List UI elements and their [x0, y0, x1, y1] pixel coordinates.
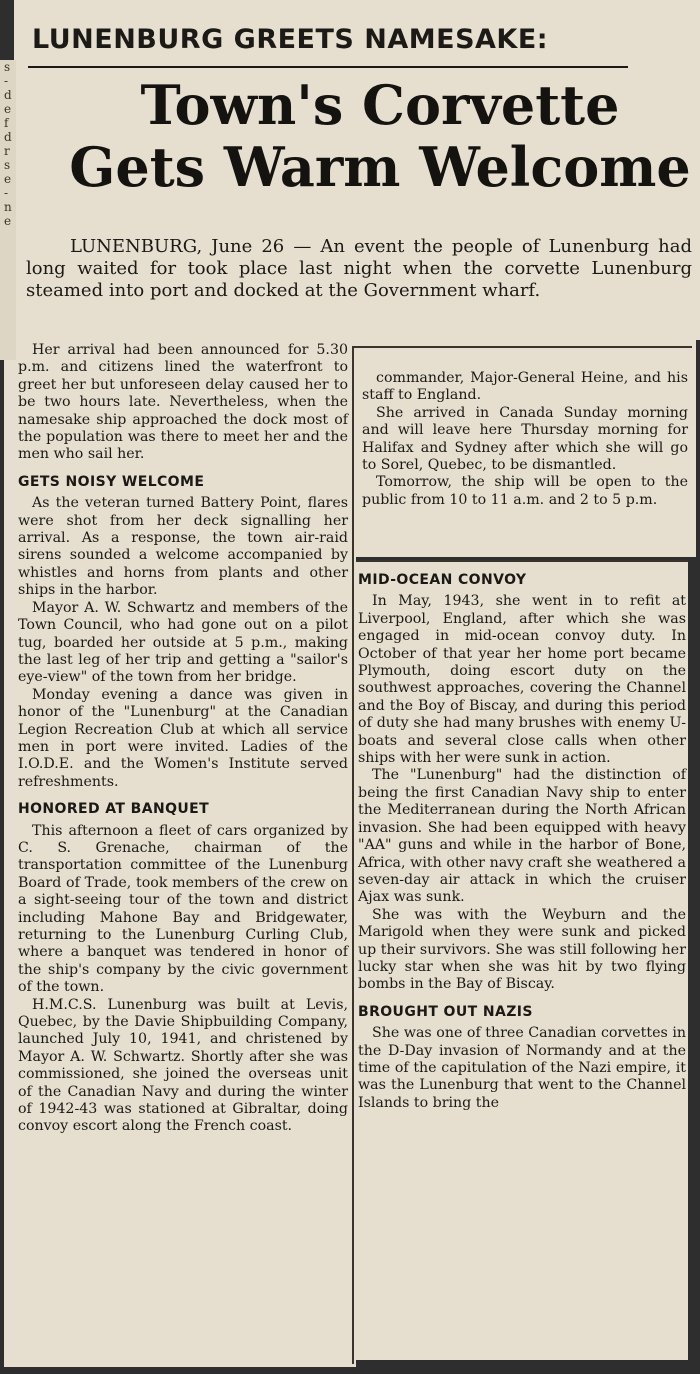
right-column-top [362, 370, 688, 509]
paragraph: Mayor A. W. Schwartz and members of the Town Council, who had gone out on a pilot tug, boarded her outside at 5 p.m., making the last leg of her trip and getting a "sailor's eye-view" of the town from her bridge. [18, 599, 348, 686]
headline-line-1: Town's Corvette [140, 73, 620, 137]
margin-letter: f [4, 116, 9, 130]
margin-letter: s [4, 60, 11, 74]
kicker-heading: LUNENBURG GREETS NAMESAKE: [32, 24, 549, 55]
paragraph: Her arrival had been announced for 5.30 p.m. and citizens lined the waterfront to greet her but unforeseen delay caused her to be two hours late. Nevertheless, when the namesake ship approached the dock most of the population was there to meet her and the men who sail her. [18, 342, 348, 463]
paragraph: She arrived in Canada Sunday morning and will leave here Thursday morning for Halifax and Sydney after which she will go to Sorel, Quebec, to be dismantled. [362, 404, 688, 474]
headline [60, 74, 700, 198]
paragraph: The "Lunenburg" had the distinction of being the first Canadian Navy ship to enter the Mediterranean during the North African invasion. She had been equipped with heavy "AA" guns and while in the harbor of Bone, Africa, with other navy craft she weathered a seven-day air attack in which the cruiser Ajax was sunk. [358, 767, 686, 906]
paragraph: As the veteran turned Battery Point, flares were shot from her deck signalling her arrival. As a response, the town air-raid sirens sounded a welcome accompanied by whistles and horns from plants and other ships in the harbor. [18, 495, 348, 599]
subheading: HONORED AT BANQUET [18, 801, 210, 818]
margin-letter: s [4, 158, 11, 172]
paragraph: She was one of three Canadian corvettes in the D-Day invasion of Normandy and at the time of the capitulation of the Nazi empire, it was the Lunenburg that went to the Channel Islands to bring the [358, 1025, 686, 1111]
margin-letter: n [4, 200, 12, 214]
column-divider [352, 346, 354, 1364]
headline-line-2: Gets Warm Welcome [69, 135, 691, 199]
paragraph: commander, Major-General Heine, and his staff to England. [362, 370, 688, 404]
subheading: MID-OCEAN CONVOY [358, 572, 527, 588]
margin-letter: e [4, 214, 12, 228]
kicker-rule [28, 66, 628, 68]
column-top-rule [352, 346, 692, 348]
margin-letter: e [4, 172, 12, 186]
right-column-bottom [358, 562, 686, 1112]
margin-letter: e [4, 102, 12, 116]
paragraph: Monday evening a dance was given in honor of the "Lunenburg" at the Canadian Legion Recreation Club at which all service men in port were invited. Ladies of the I.O.D.E. and the Women's Institute served refreshments. [18, 686, 348, 790]
margin-strip [0, 60, 16, 360]
margin-letter: r [4, 144, 10, 158]
paragraph: Tomorrow, the ship will be open to the public from 10 to 11 a.m. and 2 to 5 p.m. [362, 474, 688, 508]
lead-paragraph: LUNENBURG, June 26 — An event the people of Lunenburg had long waited for took place last night when the corvette Lunenburg steamed into port and docked at the Government wharf. [26, 236, 692, 301]
margin-letter: d [4, 88, 12, 102]
subheading: BROUGHT OUT NAZIS [358, 1003, 533, 1020]
left-column [18, 342, 348, 1136]
margin-letter: - [4, 186, 9, 200]
paragraph: H.M.C.S. Lunenburg was built at Levis, Quebec, by the Davie Shipbuilding Company, launched July 10, 1941, and christened by Mayor A. W. Schwartz. Shortly after she was commissioned, she joined the overseas unit of the Canadian Navy and during the winter of 1942-43 was stationed at Gibraltar, doing convoy escort along the French coast. [18, 996, 348, 1135]
subheading: GETS NOISY WELCOME [18, 473, 205, 490]
margin-letter: - [4, 74, 9, 88]
paragraph: This afternoon a fleet of cars organized by C. S. Grenache, chairman of the transportation committee of the Lunenburg Board of Trade, took members of the crew on a sight-seeing tour of the town and district including Mahone Bay and Bridgewater, returning to the Lunenburg Curling Club, where a banquet was tendered in honor of the ship's company by the civic government of the town. [18, 822, 348, 996]
margin-letter: d [4, 130, 12, 144]
paragraph: She was with the Weyburn and the Marigold when they were sunk and picked up their survivors. She was still following her lucky star when she was hit by two flying bombs in the Bay of Biscay. [358, 906, 686, 993]
paragraph: In May, 1943, she went in to refit at Liverpool, England, after which she was engaged in mid-ocean convoy duty. In October of that year her home port became Plymouth, doing escort duty on the southwest approaches, covering the Channel and the Boy of Biscay, and during this period of duty she had many brushes with enemy U-boats and several close calls when other ships with her were sunk in action. [358, 593, 686, 767]
